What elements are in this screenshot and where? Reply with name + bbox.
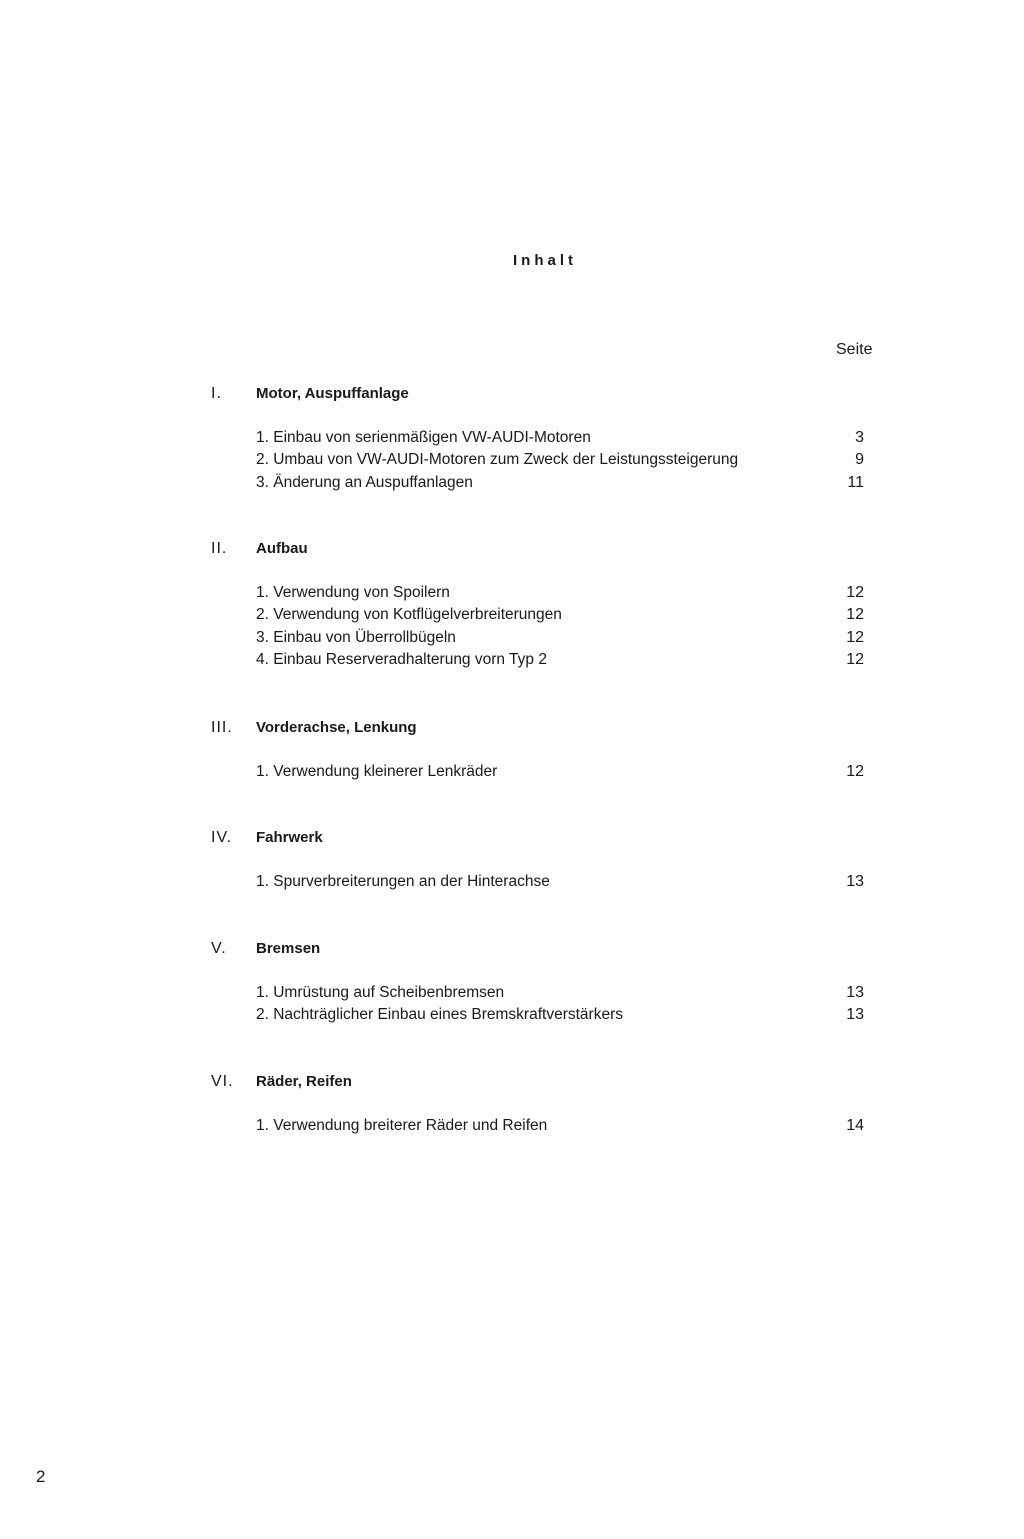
toc-entry	[0, 429, 1024, 451]
toc-entry-page: 13	[846, 1006, 864, 1024]
toc-entry-page: 12	[846, 763, 864, 780]
section-items	[0, 429, 1024, 496]
toc-entry-label: 1. Spurverbreiterungen an der Hinterachse	[256, 873, 550, 890]
toc-entry	[0, 984, 1024, 1006]
toc-entry-page: 3	[855, 429, 864, 446]
section-heading	[0, 940, 1024, 962]
toc-entry-label: 3. Einbau von Überrollbügeln	[256, 628, 456, 646]
page-column-header: Seite	[836, 341, 873, 358]
toc-entry-page: 14	[846, 1117, 864, 1134]
section-title: Aufbau	[256, 540, 308, 557]
toc-entry-label: 1. Verwendung kleinerer Lenkräder	[256, 763, 498, 780]
toc-entry	[0, 451, 1024, 473]
page-title: Inhalt	[513, 252, 577, 269]
toc-entry	[0, 763, 1024, 785]
section-heading	[0, 719, 1024, 741]
section-title: Fahrwerk	[256, 829, 323, 846]
toc-entry-page: 12	[846, 650, 864, 668]
toc-entry	[0, 606, 1024, 628]
section-title: Räder, Reifen	[256, 1073, 352, 1090]
toc-section	[0, 719, 1024, 780]
toc-entry-label: 1. Verwendung breiterer Räder und Reifen	[256, 1117, 548, 1134]
toc-section	[0, 829, 1024, 890]
toc-entry-page: 9	[855, 451, 864, 469]
section-title: Vorderachse, Lenkung	[256, 719, 417, 736]
toc-section	[0, 385, 1024, 491]
section-numeral: I.	[211, 385, 222, 402]
toc-entry-page: 12	[846, 628, 864, 646]
section-heading	[0, 385, 1024, 407]
toc-entry-page: 13	[846, 984, 864, 1001]
toc-entry	[0, 584, 1024, 606]
toc-entry-label: 1. Umrüstung auf Scheibenbremsen	[256, 984, 505, 1001]
section-numeral: IV.	[211, 829, 233, 846]
toc-entry-page: 12	[846, 584, 864, 601]
toc-entry-label: 2. Nachträglicher Einbau eines Bremskraftverstärkers	[256, 1006, 623, 1024]
toc-entry	[0, 873, 1024, 895]
section-numeral: V.	[211, 940, 227, 957]
toc-entry	[0, 629, 1024, 651]
section-numeral: III.	[211, 719, 233, 736]
toc-entry	[0, 474, 1024, 496]
section-title: Motor, Auspuffanlage	[256, 385, 409, 402]
section-items	[0, 984, 1024, 1029]
section-heading	[0, 1073, 1024, 1095]
section-numeral: VI.	[211, 1073, 234, 1090]
toc-section	[0, 1073, 1024, 1134]
toc-entry-label: 2. Umbau von VW-AUDI-Motoren zum Zweck der Leistungssteigerung	[256, 451, 739, 469]
section-numeral: II.	[211, 540, 228, 557]
section-heading	[0, 829, 1024, 851]
toc-entry-label: 4. Einbau Reserveradhalterung vorn Typ 2	[256, 650, 547, 668]
toc-section	[0, 940, 1024, 1024]
toc-entry	[0, 1117, 1024, 1139]
toc-entry-label: 2. Verwendung von Kotflügelverbreiterungen	[256, 606, 562, 624]
toc-entry	[0, 651, 1024, 673]
toc-entry-page: 11	[847, 473, 864, 491]
page-number: 2	[36, 1467, 46, 1486]
toc-entry-label: 1. Verwendung von Spoilern	[256, 584, 450, 601]
section-heading	[0, 540, 1024, 562]
section-items	[0, 1117, 1024, 1139]
section-items	[0, 584, 1024, 673]
toc-section	[0, 540, 1024, 668]
section-title: Bremsen	[256, 940, 321, 957]
section-items	[0, 873, 1024, 895]
toc-entry-page: 12	[846, 606, 864, 624]
toc-entry-page: 13	[846, 873, 864, 890]
toc-entry-label: 1. Einbau von serienmäßigen VW-AUDI-Motoren	[256, 429, 591, 446]
toc-entry-label: 3. Änderung an Auspuffanlagen	[256, 473, 473, 491]
toc-entry	[0, 1006, 1024, 1028]
section-items	[0, 763, 1024, 785]
